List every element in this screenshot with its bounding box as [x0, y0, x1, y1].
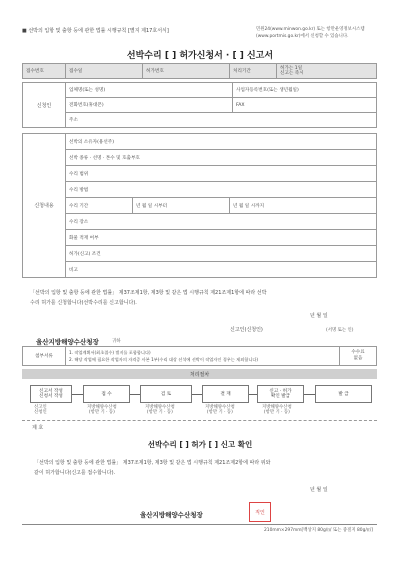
- details-section-label: 신청내용: [23, 134, 66, 278]
- confirmation-text-2: 같이 허가합니다(신고를 접수합니다).: [34, 470, 116, 476]
- period-to-field[interactable]: 년 월 일 시까지: [230, 198, 377, 214]
- cut-line: [22, 420, 377, 422]
- applicant-signature-label: 신고인(신청인): [230, 327, 263, 333]
- rule-reference: ■ 선박의 입항 및 출항 등에 관한 법률 시행규칙 [별지 제17호서식]: [22, 28, 169, 34]
- confirmation-title: 선박수리 [ ] 허가 [ ] 신고 확인: [147, 440, 253, 449]
- applicant-section-label: 신청인: [23, 83, 66, 128]
- process-actor-4: 지방해양수산청 (항만 기 · 동): [205, 405, 235, 415]
- method-field[interactable]: 수리 방법: [66, 182, 377, 198]
- issuer-name: 울산지방해양수산청장: [140, 511, 203, 519]
- process-step-4: 결 재: [202, 385, 249, 403]
- period-label: 수리 기간: [66, 198, 133, 214]
- applicant-fax-field[interactable]: FAX: [233, 98, 377, 113]
- processing-period-label: 처리기간: [230, 64, 277, 79]
- applicant-phone-field[interactable]: 전화번호(휴대폰): [66, 98, 233, 113]
- paper-spec: 210mm×297mm[백상지 80g/㎡ 또는 중질지 80g/㎡]: [264, 528, 373, 533]
- process-actor-3: 지방해양수산청 (항만 기 · 동): [145, 405, 175, 415]
- footer-rule: [22, 524, 377, 525]
- declaration-date: 년 월 일: [310, 313, 328, 319]
- receipt-date-label: 접수일: [66, 64, 143, 79]
- process-step-6: 발 급: [315, 385, 372, 403]
- official-seal: 직인: [249, 502, 271, 522]
- attachments-table: [22, 346, 377, 366]
- vessel-field[interactable]: 선박 종류 · 선명 · 톤수 및 호출부호: [66, 150, 377, 166]
- process-actor-1: 신고인 신청인: [34, 405, 47, 415]
- attachments-label: 첨부서류: [23, 347, 66, 366]
- confirmation-date: 년 월 일: [310, 487, 328, 493]
- signature-note: (서명 또는 인): [326, 328, 354, 333]
- processing-period-value: 허가는 1일 신고는 즉시: [277, 64, 377, 79]
- online-note: 민원24(www.minwon.go.kr) 또는 항만운영정보시스템: [256, 27, 365, 32]
- receipt-no-label: 접수번호: [23, 64, 66, 79]
- remarks-field[interactable]: 비고: [66, 262, 377, 278]
- process-actor-2: 지방해양수산청 (항만 기 · 동): [87, 405, 117, 415]
- confirmation-text: 「선박의 입항 및 출항 등에 관한 법률」 제37조제1항, 제3항 및 같은 법 시행규칙 제21조제2항에 따라 위와: [34, 460, 271, 466]
- process-step-3: 검 토: [140, 385, 192, 403]
- process-step-2: 접 수: [83, 385, 130, 403]
- form-title: 선박수리 [ ] 허가신청서 · [ ] 신고서: [126, 51, 274, 61]
- addressee-suffix: 귀하: [112, 339, 121, 344]
- fire-safety-field[interactable]: 화물 적재 여부: [66, 230, 377, 246]
- place-field[interactable]: 수리 장소: [66, 214, 377, 230]
- applicant-biz-no-field[interactable]: 사업자등록번호(또는 생년월일): [233, 83, 377, 98]
- applicant-name-field[interactable]: 업체명(또는 성명): [66, 83, 233, 98]
- applicant-address-field[interactable]: 주소: [66, 113, 377, 128]
- addressee-name: 울산지방해양수산청장: [36, 338, 99, 346]
- process-step-5: 신고 · 허가 확인 발급: [257, 385, 304, 403]
- conditions-field[interactable]: 허가(신고) 조건: [66, 246, 377, 262]
- confirmation-number: 제 호: [32, 425, 44, 431]
- owner-field[interactable]: 선박의 소유자(용선주): [66, 134, 377, 150]
- online-note-2: (www.portmis.go.kr)에서 신청할 수 있습니다.: [256, 34, 349, 39]
- scope-field[interactable]: 수리 범위: [66, 166, 377, 182]
- attachments-list: 1. 작업계획서(최초접수) 별지를 포함합니다) 2. 해당 작업에 필요한 작업자의 자격증 사본 1부(수리 대상 선석에 선박이 작업자인 경우는 제외합니다): [66, 347, 340, 366]
- permit-no-label: 허가번호: [143, 64, 230, 79]
- declaration-text-2: 수리 허가를 신청합니다(선박수리를 신고합니다).: [30, 300, 137, 306]
- process-actor-5: 지방해양수산청 (항만 기 · 동): [262, 405, 292, 415]
- fee-cell: 수수료 없음: [340, 347, 377, 366]
- details-table: [22, 133, 377, 278]
- applicant-table: [22, 82, 377, 128]
- process-header: 처리절차: [22, 369, 377, 379]
- process-step-1: 신고서 작성 신청서 작성: [30, 385, 72, 403]
- period-from-field[interactable]: 년 월 일 시부터: [133, 198, 230, 214]
- receipt-table: [22, 63, 377, 79]
- declaration-text: 「선박의 입항 및 출항 등에 관한 법률」 제37조제1항, 제3항 및 같은 법 시행규칙 제21조제1항에 따라 선박: [30, 290, 267, 296]
